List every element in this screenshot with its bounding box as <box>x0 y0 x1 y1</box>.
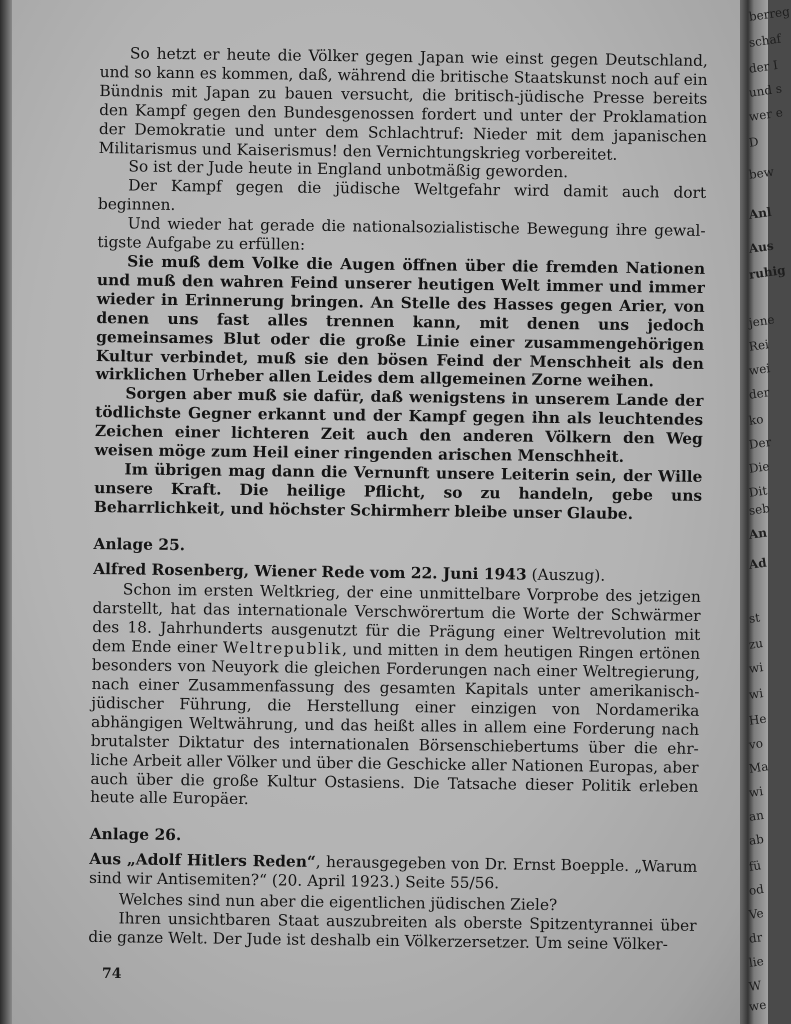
paragraph-england: So ist der Jude heute in England unbotmäßig geworden. <box>128 157 569 182</box>
facing-page-fragment: seb <box>748 501 771 518</box>
facing-page-fragment: wi <box>748 660 764 676</box>
facing-page-fragment: fü <box>748 858 763 874</box>
paragraph-aufgabe: Und wieder hat gerade die nationalsozialistische Bewegung ihre gewaltigste Aufgabe zu erfüllen: <box>97 214 706 254</box>
facing-page-fragment: Aus <box>748 238 775 256</box>
paragraph-bold-2: Sorgen aber muß sie dafür, daß wenigstens in unserem Lande der tödlichste Gegner erkannt und der Kampf gegen ihn als leuchtendes Zeichen einer lichteren Zeit auch den anderen Völkern den Weg weisen möge zum Heil einer ringenden arischen Menschheit. <box>94 384 704 466</box>
paragraph-kampf: Der Kampf gegen die jüdische Weltgefahr wird damit auch dort beginnen. <box>97 176 707 215</box>
page-number: 74 <box>102 966 122 982</box>
anlage-25-title-bold: Alfred Rosenberg, Wiener Rede vom 22. Juni 1943 <box>93 559 527 584</box>
paragraph-bold-3: Im übrigen mag dann die Vernunft unsere Leiterin sein, der Wille unsere Kraft. Die heilige Pflicht, so zu handeln, gebe uns Beharrlichkeit, und höchster Schirmherr bleibe unser Glaube. <box>93 460 703 523</box>
facing-page-fragment: Der <box>748 434 773 452</box>
facing-page-fragment: W <box>748 978 763 994</box>
anlage-26-title-rest: , herausgegeben von Dr. Ernst Boepple. „Warum sind wir Antisemiten?“ (20. April 1923.) Seite 55/56. <box>88 853 698 893</box>
facing-page-fragment: lie <box>748 953 765 970</box>
facing-page-fragment: ab <box>748 831 765 848</box>
anlage-26-heading: Anlage 26. <box>89 825 182 845</box>
facing-page-fragment: bew <box>748 164 775 182</box>
paragraph-japan: So hetzt er heute die Völker gegen Japan wie einst gegen Deutschland, und so kann es kommen, daß, während die britische Staatskunst noch auf ein Bündnis mit Japan zu bauen versucht, die britisch-jüdische Presse bereits den Kampf gegen den Bundesgenossen fordert und unter der Proklamation der Demokratie und unter dem Schlachtruf: Nieder mit dem japanischen Militarismus und Kaiserismus! den Vernichtungskrieg vorbereitet. <box>98 44 708 164</box>
anlage-26-title <box>89 850 697 896</box>
anlage-26-body: Ihren unsichtbaren Staat auszubreiten als oberste Spitzentyrannei über die ganze Welt. Der Jude ist deshalb ein Völkerzersetzer. Um seine Völker- <box>88 909 697 954</box>
facing-page-fragment: An <box>748 525 768 542</box>
facing-page-fragment: ruhig <box>748 262 787 282</box>
anlage-25-body-part-1: Schon im ersten Weltkrieg, der eine unmittelbare Vorprobe des jetzigen darstellt, hat das internationale Verschwörertum die Worte der Schwärmer des 18. Jahrhunderts ausgenutzt für die Prägung einer Weltrevolution mit dem Ende einer <box>91 580 701 657</box>
facing-page-fragment: an <box>748 807 765 824</box>
facing-page-fragment: wi <box>748 784 764 800</box>
facing-page-fragment: dr <box>748 930 764 946</box>
anlage-26-question: Welches sind nun aber die eigentlichen jüdischen Ziele? <box>118 890 558 915</box>
facing-page-fragment: vo <box>748 736 764 752</box>
facing-page-fragment: und s <box>748 81 783 100</box>
facing-page-fragment: Ad <box>748 555 768 572</box>
book-page <box>12 0 740 1024</box>
anlage-25-title-rest: (Auszug). <box>526 565 606 585</box>
facing-page-fragment: wei <box>748 361 771 378</box>
facing-page-fragment: He <box>748 711 768 728</box>
facing-page-fragment: Rei <box>748 337 770 354</box>
facing-page-fragment: Ve <box>748 905 765 922</box>
facing-page-fragment: berreg <box>748 4 791 24</box>
next-page-edge <box>748 0 791 1024</box>
facing-page-fragment: der I <box>748 57 779 76</box>
facing-page-fragment: zu <box>748 636 764 652</box>
anlage-25-body-part-2: , und mitten in dem heutigen Ringen ertönen besonders von Neuyork die gleichen Forderungen nach einer Weltregierung, nach einer Zusammenfassung des gesamten Kapitals unter amerikanisch-jüdischer Führung, die Herstellung einer einzigen von Nordamerika abhängigen Weltwährung, und das heißt alles in allem eine Forderung nach brutalster Diktatur des internationalen Börsenschiebertums über die ehrliche Arbeit aller Völker und über die Geschicke aller Nationen Europas, aber auch über die große Kultur Ostasiens. Die Tatsache dieser Politik erleben heute alle Europäer. <box>90 640 701 809</box>
facing-page-fragment: st <box>748 610 761 626</box>
facing-page-fragment: schaf <box>748 31 782 50</box>
anlage-25-body <box>90 580 701 815</box>
facing-page-fragment: D <box>748 134 760 150</box>
facing-page-fragment: Ma <box>748 759 770 776</box>
facing-page-fragment: wi <box>748 686 764 702</box>
facing-page-fragment: Anl <box>748 204 773 222</box>
facing-page-fragment: we <box>748 997 768 1014</box>
anlage-25-body-spaced: Weltrepublik <box>222 638 343 659</box>
page-text <box>88 44 708 955</box>
facing-page-fragment: Dit <box>748 483 769 500</box>
facing-page-fragment: ko <box>748 411 765 428</box>
facing-page-fragment: der <box>748 385 771 402</box>
facing-page-fragment: jene <box>748 312 776 330</box>
facing-page-fragment: od <box>748 881 765 898</box>
facing-page-fragment: wer e <box>748 105 784 124</box>
paragraph-bold-1: Sie muß dem Volke die Augen öffnen über die fremden Nationen und muß den wahren Feind unserer heutigen Welt immer und immer wieder in Erinnerung bringen. An Stelle des Hasses gegen Arier, von denen uns fast alles trennen kann, mit denen uns jedoch gemeinsames Blut oder die große Linie einer zusammengehörigen Kultur verbindet, muß sie den bösen Feind der Menschheit als den wirklichen Urheber allen Leides dem allgemeinen Zorne weihen. <box>95 252 706 391</box>
anlage-25-heading: Anlage 25. <box>93 534 186 554</box>
anlage-26-title-bold: Aus „Adolf Hitlers Reden“ <box>89 850 316 872</box>
facing-page-fragment: Die <box>748 459 771 476</box>
